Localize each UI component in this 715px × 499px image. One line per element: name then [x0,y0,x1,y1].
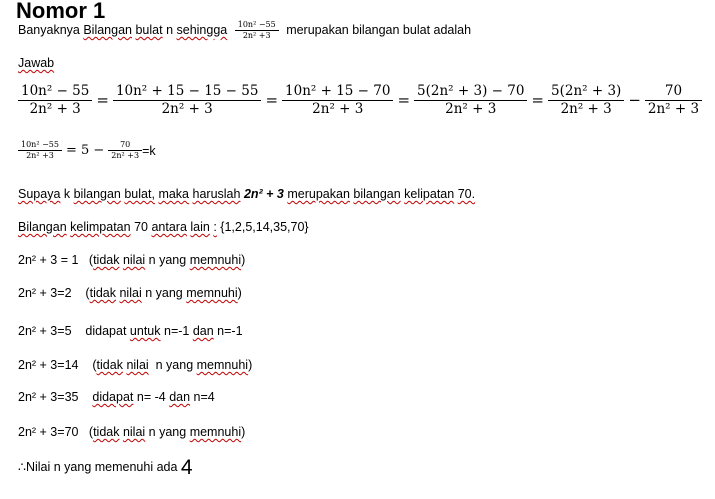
question-fraction [235,20,279,41]
case-note-word: ) [241,425,246,439]
equation-fraction [113,83,262,118]
condition-word: bulat, [124,187,155,201]
case-note-word: ( [88,253,94,267]
case-expression: 2n² + 3 = 1 [18,253,79,267]
fraction-numerator: 10n² −55 [237,20,276,29]
case-note [85,286,241,300]
multiples-line [18,220,309,234]
case-item [18,358,252,372]
case-note-word: memnuhi [189,253,242,267]
equation-fraction [645,83,702,118]
case-item [18,286,242,300]
simplified-equation [18,140,156,161]
question-word: n [162,22,177,37]
answer-label [18,56,54,70]
case-note [89,425,245,439]
case-expression: 2n² + 3=14 [18,358,79,372]
equation-operator: = [397,91,411,110]
multiples-word: Bilangan [18,220,67,234]
equation-denominator: 2n² + 3 [29,100,81,117]
condition-line [18,187,475,201]
case-note-word: n yang [141,286,187,300]
multiples-word: kelimpatan [70,220,131,234]
condition-emphasis: 2n² + 3 [243,187,284,201]
case-gap [72,286,86,300]
case-gap [72,324,86,338]
case-note-word: n= -4 [133,390,170,404]
condition-word: 70. [457,187,476,201]
case-note-word: nilai [122,253,146,267]
condition-word: Supaya [18,187,61,201]
case-gap [78,253,88,267]
case-note-word: ( [92,358,97,372]
case-note-word: n=-1 [160,324,193,338]
condition-word: haruslah [192,187,241,201]
question-word: Bilangan [83,22,132,37]
case-note-word: dan [192,324,214,338]
case-note-word: memnuhi [186,286,238,300]
case-note-word: untuk [129,324,161,338]
case-note-word: ( [85,286,90,300]
jawab-label: Jawab [18,56,55,70]
equation-operator: − [628,91,641,110]
multiples-word: : [213,220,217,234]
conclusion-line [18,456,193,480]
fraction-denominator: 2n² +3 [242,31,271,40]
multiples-word: lain [190,220,210,234]
case-note-word: n yang [148,358,197,372]
question-word: Banyaknya [18,22,80,37]
condition-word: merupakan [287,187,350,201]
equation-denominator: 2n² + 3 [161,100,213,117]
condition-word: bilangan [73,187,121,201]
multiples-word: {1,2,5,14,35,70} [216,220,309,234]
question-text-end: merupakan bilangan bulat adalah [286,22,472,37]
multiples-text [18,220,309,234]
equation-numerator: 5(2n² + 3) − 70 [417,83,525,99]
lhs-denominator: 2n² +3 [26,151,54,160]
case-gap [78,425,88,439]
case-note-word: n=4 [190,390,215,404]
case-note-word: ) [237,286,242,300]
question-word: bulat [135,22,163,37]
case-item [18,253,245,267]
case-note-word: tidak [93,253,120,267]
conclusion-answer: 4 [180,456,193,479]
equation-operator: = [265,91,279,110]
case-note [85,324,242,338]
case-note-word: n=-1 [213,324,243,338]
equation-denominator: 2n² + 3 [312,100,364,117]
case-gap [78,390,92,404]
case-note-word: tidak [93,425,120,439]
multiples-word: antara [151,220,187,234]
conclusion-text: Nilai n yang memenuhi ada [25,460,178,474]
equation-fraction [282,83,393,118]
equation-numerator: 10n² − 55 [21,83,90,99]
case-expression: 2n² + 3=70 [18,425,79,439]
case-note-word: didapat [92,390,134,404]
case-note-word: n yang [145,253,190,267]
case-item [18,390,215,404]
condition-word: maka [158,187,190,201]
case-expression: 2n² + 3=2 [18,286,72,300]
case-note [92,390,214,404]
question-word: sehingga [176,22,228,37]
case-note-word: ( [88,425,94,439]
rhs-fraction [108,140,142,161]
rhs-numerator: 70 [120,140,131,149]
case-note-word: dan [169,390,191,404]
case-note-word: nilai [119,286,142,300]
equation-numerator: 5(2n² + 3) [551,83,622,99]
case-note-word: tidak [96,358,123,372]
case-note-word: memnuhi [196,358,249,372]
case-note [89,253,245,267]
equation-operator: = [96,91,109,110]
equals-k: =k [142,143,156,158]
case-note [92,358,252,372]
case-note-word: memnuhi [189,425,242,439]
case-item [18,324,243,338]
condition-word: kelipatan [404,187,455,201]
case-note-word: nilai [126,358,149,372]
case-expression: 2n² + 3=5 [18,324,72,338]
condition-text-end [284,187,475,201]
condition-word: bilangan [353,187,401,201]
equation-operator: = [531,91,544,110]
page-title: Nomor 1 [16,0,106,23]
rhs-denominator: 2n² +3 [111,151,140,160]
equation-denominator: 2n² + 3 [647,100,700,117]
case-note-word: n yang [145,425,190,439]
case-gap [78,358,92,372]
multiples-word: 70 [130,220,152,234]
equation-fraction [414,83,527,118]
therefore-symbol: ∴ [18,460,26,474]
case-note-word: ) [248,358,253,372]
equation-denominator: 2n² + 3 [445,100,497,117]
case-note-word: didapat [85,324,127,338]
condition-text [18,187,244,201]
question-line [18,20,471,41]
lhs-fraction [18,140,62,161]
equals-five-minus: = 5 − [65,143,105,158]
condition-word: k [60,187,74,201]
question-text [18,23,227,37]
case-item [18,425,245,439]
main-equation [18,83,702,118]
case-expression: 2n² + 3=35 [18,390,79,404]
case-note-word: nilai [122,425,146,439]
equation-fraction [18,83,92,118]
equation-numerator: 10n² + 15 − 70 [285,83,391,99]
case-note-word: tidak [89,286,116,300]
equation-numerator: 10n² + 15 − 15 − 55 [115,83,259,99]
lhs-numerator: 10n² −55 [21,140,59,149]
equation-numerator: 70 [664,83,683,99]
equation-fraction [548,83,624,118]
case-note-word: ) [241,253,246,267]
equation-denominator: 2n² + 3 [560,100,612,117]
